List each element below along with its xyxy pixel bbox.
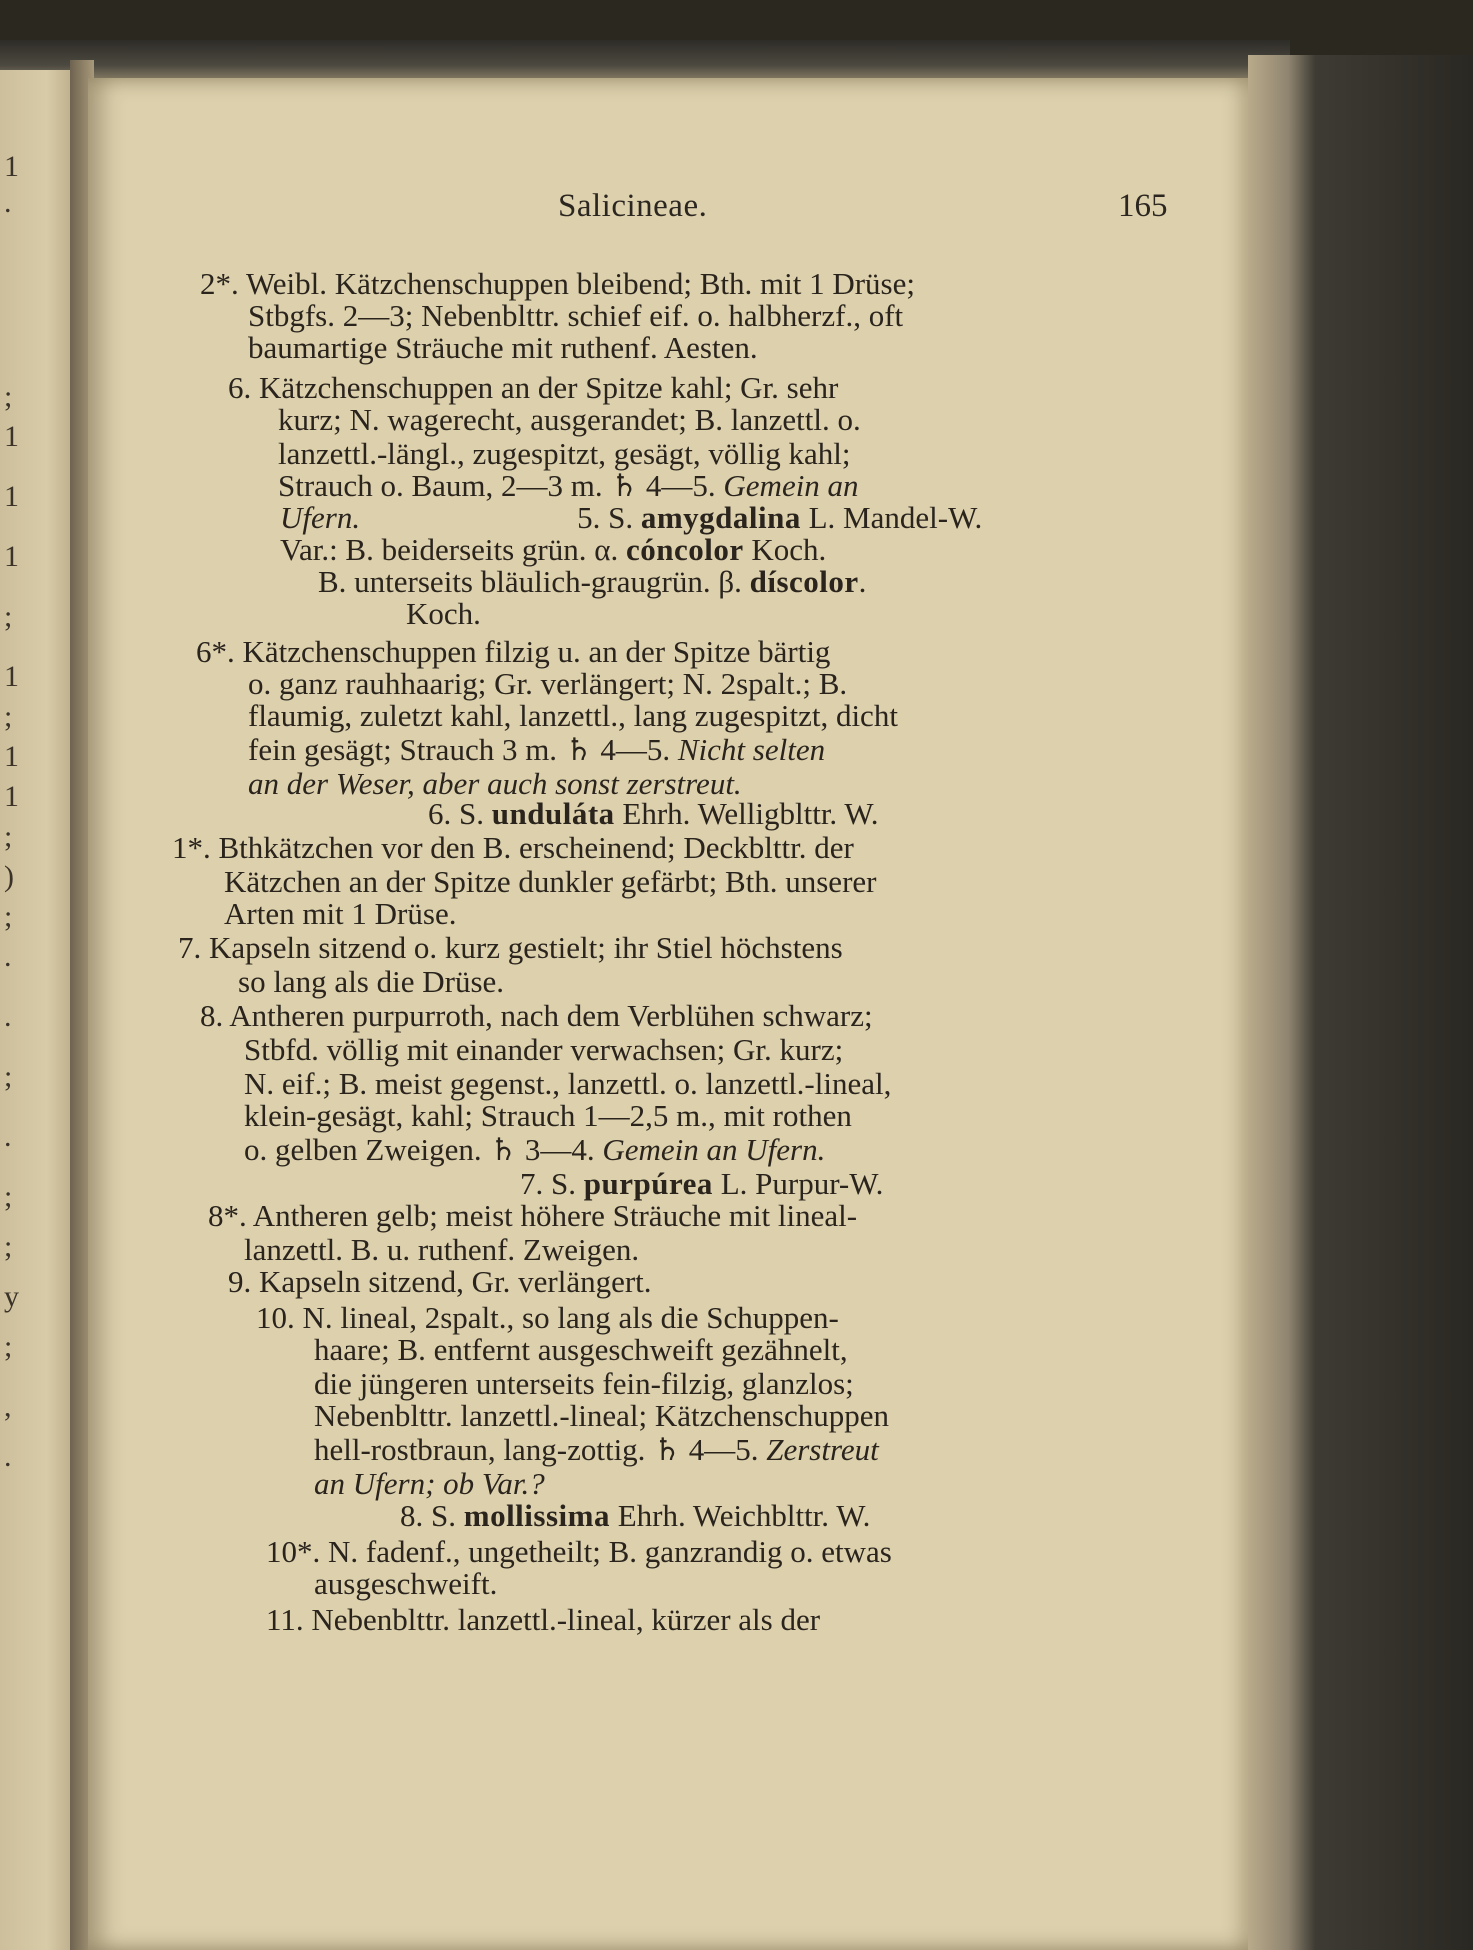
text-line xyxy=(428,796,879,832)
body-text: hell-rostbraun, lang-zottig. ♄ 4—5. xyxy=(314,1432,767,1467)
body-text: N. eif.; B. meist gegenst., lanzettl. o. lanzettl.-lineal, xyxy=(244,1066,892,1101)
left-page-char: ; xyxy=(4,820,13,853)
italic-text: Nicht selten xyxy=(677,732,826,767)
key-number: 10. xyxy=(256,1300,303,1335)
body-text: Kätzchen an der Spitze dunkler gefärbt; Bth. unserer xyxy=(224,864,877,899)
text-line xyxy=(172,830,854,866)
page-number: 165 xyxy=(1118,188,1168,224)
key-number: 1*. xyxy=(172,830,219,865)
left-page-char: 1 xyxy=(4,660,19,693)
left-page-char: . xyxy=(4,1120,12,1153)
left-page-char: ; xyxy=(4,1330,13,1363)
text-line xyxy=(280,500,982,536)
italic-text: Gemein an xyxy=(723,468,859,503)
body-text: baumartige Sträuche mit ruthenf. Aesten. xyxy=(248,330,758,365)
text-line xyxy=(244,1066,891,1102)
text-line xyxy=(278,436,851,472)
text-line xyxy=(314,1466,545,1502)
text-line xyxy=(248,732,825,768)
body-text: haare; B. entfernt ausgeschweift gezähnelt, xyxy=(314,1332,848,1367)
species-name: cóncolor xyxy=(626,532,744,567)
text-line xyxy=(318,564,866,600)
body-text: ausgeschweift. xyxy=(314,1566,498,1601)
key-number: 11. xyxy=(266,1602,312,1637)
key-number: 6. xyxy=(228,370,259,405)
left-page-char: ; xyxy=(4,1230,13,1263)
body-text: klein-gesägt, kahl; Strauch 1—2,5 m., mit rothen xyxy=(244,1098,852,1133)
italic-text: an Ufern; ob Var.? xyxy=(314,1466,545,1501)
body-text: 5. S. xyxy=(577,500,641,535)
body-text: lanzettl.-längl., zugespitzt, gesägt, völlig kahl; xyxy=(278,436,851,471)
key-number: 8*. xyxy=(208,1198,253,1233)
italic-text: Gemein an Ufern. xyxy=(602,1132,826,1167)
text-line xyxy=(314,1398,889,1434)
species-name: mollissima xyxy=(463,1498,610,1533)
text-line xyxy=(314,1366,854,1402)
text-line xyxy=(278,468,859,504)
left-page-char: ; xyxy=(4,600,13,633)
species-name: unduláta xyxy=(491,796,615,831)
body-text: 8. S. xyxy=(400,1498,464,1533)
body-text: Antheren gelb; meist höhere Sträuche mit lineal- xyxy=(252,1198,858,1233)
text-line xyxy=(238,964,504,1000)
authority-text: Koch. xyxy=(743,532,827,567)
text-line xyxy=(248,298,903,334)
text-line xyxy=(314,1566,497,1602)
key-number: 6*. xyxy=(196,634,243,669)
left-page-char: ; xyxy=(4,900,13,933)
authority-text: L. Mandel-W. xyxy=(800,500,983,535)
text-line xyxy=(278,402,861,438)
body-text: Weibl. Kätzchenschuppen bleibend; Bth. mit 1 Drüse; xyxy=(245,266,915,301)
running-header: Salicineae. xyxy=(558,188,708,224)
authority-text: Ehrh. Welligblttr. W. xyxy=(614,796,879,831)
text-line xyxy=(400,1498,870,1534)
book-cover-edge xyxy=(1248,55,1473,1950)
authority-text: L. Purpur-W. xyxy=(712,1166,884,1201)
text-line xyxy=(228,1264,652,1300)
text-line xyxy=(196,634,830,670)
text-line xyxy=(224,896,456,932)
body-text: Nebenblttr. lanzettl.-lineal; Kätzchenschuppen xyxy=(314,1398,889,1433)
body-text: N. lineal, 2spalt., so lang als die Schuppen- xyxy=(302,1300,839,1335)
left-page-char: ; xyxy=(4,1180,13,1213)
key-number: 7. xyxy=(178,930,209,965)
text-line xyxy=(200,998,873,1034)
left-page-char: 1 xyxy=(4,480,19,513)
body-text: Kapseln sitzend, Gr. verlängert. xyxy=(259,1264,652,1299)
body-text: Stbfd. völlig mit einander verwachsen; Gr. kurz; xyxy=(244,1032,844,1067)
italic-text: Ufern. xyxy=(280,500,578,535)
left-page-char: 1 xyxy=(4,780,19,813)
body-text: N. fadenf., ungetheilt; B. ganzrandig o. etwas xyxy=(328,1534,892,1569)
text-line xyxy=(248,666,847,702)
text-line xyxy=(244,1232,639,1268)
text-line xyxy=(244,1032,843,1068)
left-page-char: 1 xyxy=(4,540,19,573)
body-text: Koch. xyxy=(406,596,481,631)
body-text: 7. S. xyxy=(520,1166,584,1201)
text-line xyxy=(228,370,838,406)
left-page-char: , xyxy=(4,1390,12,1423)
text-line xyxy=(266,1602,820,1638)
text-line xyxy=(208,1198,857,1234)
book-cover-top xyxy=(0,40,1290,82)
authority-text: Ehrh. Weichblttr. W. xyxy=(609,1498,871,1533)
left-page-char: . xyxy=(4,1000,12,1033)
species-name: díscolor xyxy=(749,564,859,599)
left-page-char: y xyxy=(4,1280,19,1313)
text-line xyxy=(314,1432,879,1468)
left-page-char: . xyxy=(4,940,12,973)
body-text: Kätzchenschuppen filzig u. an der Spitze bärtig xyxy=(242,634,831,669)
left-page-char: 1 xyxy=(4,150,19,183)
left-page-char: . xyxy=(4,186,12,219)
body-text: Kapseln sitzend o. kurz gestielt; ihr Stiel höchstens xyxy=(209,930,843,965)
species-name: purpúrea xyxy=(583,1166,713,1201)
body-text: flaumig, zuletzt kahl, lanzettl., lang zugespitzt, dicht xyxy=(248,698,898,733)
authority-text: . xyxy=(858,564,867,599)
body-text: lanzettl. B. u. ruthenf. Zweigen. xyxy=(244,1232,640,1267)
body-text: fein gesägt; Strauch 3 m. ♄ 4—5. xyxy=(248,732,678,767)
left-page-char: ; xyxy=(4,380,13,413)
body-text: so lang als die Drüse. xyxy=(238,964,505,999)
text-line xyxy=(520,1166,883,1202)
text-line xyxy=(244,1132,825,1168)
key-number: 2*. xyxy=(200,266,246,301)
body-text: die jüngeren unterseits fein-filzig, glanzlos; xyxy=(314,1366,854,1401)
left-page-char: ) xyxy=(4,860,14,893)
body-text: Bthkätzchen vor den B. erscheinend; Deckblttr. der xyxy=(218,830,854,865)
text-line xyxy=(266,1534,892,1570)
text-line xyxy=(314,1332,848,1368)
body-text: o. gelben Zweigen. ♄ 3—4. xyxy=(244,1132,603,1167)
text-line xyxy=(248,330,758,366)
text-line xyxy=(256,1300,839,1336)
body-text: kurz; N. wagerecht, ausgerandet; B. lanzettl. o. xyxy=(278,402,861,437)
body-text: Antheren purpurroth, nach dem Verblühen schwarz; xyxy=(229,998,873,1033)
text-line xyxy=(224,864,876,900)
text-line xyxy=(178,930,843,966)
book-page xyxy=(88,78,1248,1950)
left-page-char: 1 xyxy=(4,420,19,453)
body-text: Kätzchenschuppen an der Spitze kahl; Gr. sehr xyxy=(259,370,839,405)
body-text: 6. S. xyxy=(428,796,492,831)
body-text: o. ganz rauhhaarig; Gr. verlängert; N. 2spalt.; B. xyxy=(248,666,848,701)
key-number: 9. xyxy=(228,1264,259,1299)
text-line xyxy=(248,698,898,734)
text-line xyxy=(244,1098,852,1134)
body-text: Var.: B. beiderseits grün. α. xyxy=(280,532,626,567)
text-line xyxy=(280,532,826,568)
left-page-char: ; xyxy=(4,700,13,733)
body-text: Stbgfs. 2—3; Nebenblttr. schief eif. o. halbherzf., oft xyxy=(248,298,904,333)
body-text: Arten mit 1 Drüse. xyxy=(224,896,457,931)
body-text: Strauch o. Baum, 2—3 m. ♄ 4—5. xyxy=(278,468,724,503)
body-text: Nebenblttr. lanzettl.-lineal, kürzer als der xyxy=(311,1602,821,1637)
body-text: B. unterseits bläulich-graugrün. β. xyxy=(318,564,750,599)
left-page-char: ; xyxy=(4,1060,13,1093)
left-page-char: 1 xyxy=(4,740,19,773)
key-number: 10*. xyxy=(266,1534,328,1569)
text-line xyxy=(200,266,915,302)
left-page-char: . xyxy=(4,1440,12,1473)
species-name: amygdalina xyxy=(640,500,801,535)
italic-text: Zerstreut xyxy=(766,1432,879,1467)
italic-text: an der Weser, aber auch sonst zerstreut. xyxy=(248,766,742,801)
text-line xyxy=(406,596,481,632)
key-number: 8. xyxy=(200,998,230,1033)
left-facing-page xyxy=(0,70,78,1950)
